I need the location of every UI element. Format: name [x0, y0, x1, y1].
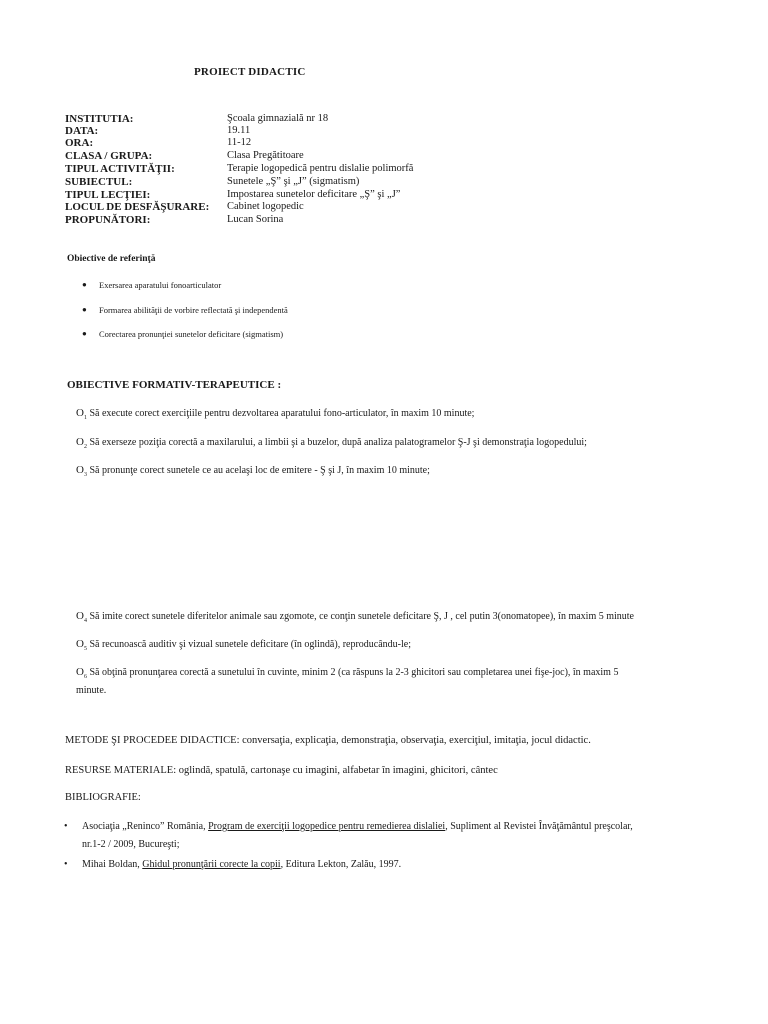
objective-o5 — [76, 637, 411, 656]
resources-paragraph: RESURSE MATERIALE: oglindă, spatulă, cartonaşe cu imagini, alfabetar în imagini, ghicitori, cântec — [65, 765, 498, 776]
objective-code: O — [76, 638, 84, 650]
objective-text: Să pronunţe corect sunetele ce au acelaşi loc de emitere - Ş şi J, în maxim 10 minute; — [86, 465, 430, 476]
bibliography-item — [82, 818, 633, 836]
info-value-ora: 11-12 — [227, 137, 252, 148]
objective-code: O — [76, 666, 84, 678]
objective-text: Să imite corect sunetele diferitelor animale sau zgomote, ce conţin sunetele deficitare Ş, J , cel putin 3(onomatopee), în maxim 5 minute — [86, 611, 634, 622]
ref-objective-item: Exersarea aparatului fonoarticulator — [99, 280, 222, 290]
info-label-locul: LOCUL DE DESFĂŞURARE: — [65, 201, 210, 213]
info-value-locul: Cabinet logopedic — [227, 201, 304, 212]
objective-code: O — [76, 436, 84, 448]
bullet-icon: • — [64, 821, 68, 832]
bibliography-heading: BIBLIOGRAFIE: — [65, 792, 141, 803]
info-value-data: 19.11 — [227, 125, 251, 136]
info-label-data: DATA: — [65, 125, 99, 137]
objective-index: 4 — [83, 618, 87, 624]
bibliography-author: Asociaţia „Reninco” România, — [82, 821, 209, 832]
objective-index: 3 — [83, 472, 87, 478]
bibliography-details: , Supliment al Revistei Învăţământul preşcolar, — [445, 821, 633, 832]
bibliography-item-continuation: nr.1-2 / 2009, Bucureşti; — [82, 839, 180, 850]
bibliography-title-link[interactable]: Program de exerciţii logopedice pentru remedierea dislaliei — [208, 821, 446, 832]
objective-o6-continuation: minute. — [76, 685, 107, 696]
objective-index: 6 — [83, 674, 87, 680]
info-label-tipul-activitatii: TIPUL ACTIVITĂŢII: — [65, 163, 175, 175]
objective-text: Să exerseze poziţia corectă a maxilarului, a limbii şi a buzelor, după analiza palatogramelor Ş-J şi demonstraţia logopedului; — [86, 437, 587, 448]
objective-o2 — [76, 435, 587, 454]
objective-code: O — [76, 407, 84, 419]
objective-index: 1 — [83, 415, 87, 421]
objective-code: O — [76, 610, 84, 622]
info-label-propunatori: PROPUNĂTORI: — [65, 214, 151, 226]
objective-text: Să recunoască auditiv şi vizual sunetele deficitare (în oglindă), reproducându-le; — [86, 639, 411, 650]
bibliography-item — [82, 856, 401, 874]
bibliography-title-link[interactable]: Ghidul pronunţării corecte la copii — [142, 859, 281, 870]
objective-o3 — [76, 463, 430, 482]
objective-text: Să obţină pronunţarea corectă a sunetului în cuvinte, minim 2 (ca răspuns la 2-3 ghicitori sau completarea unei fişe-joc), în maxim 5 — [86, 667, 619, 678]
methods-paragraph: METODE ŞI PROCEDEE DIDACTICE: conversaţia, explicaţia, demonstraţia, observaţia, exerciţiul, imitaţia, jocul didactic. — [65, 735, 591, 746]
info-label-clasa: CLASA / GRUPA: — [65, 150, 153, 162]
info-label-tipul-lectiei: TIPUL LECŢIEI: — [65, 189, 151, 201]
bullet-icon: ● — [82, 280, 87, 289]
bibliography-details: , Editura Lekton, Zalău, 1997. — [280, 859, 402, 870]
info-label-institutia: INSTITUTIA: — [65, 113, 134, 125]
document-title: PROIECT DIDACTIC — [194, 66, 306, 78]
info-value-tipul-lectiei: Impostarea sunetelor deficitare „Ş” şi „J” — [227, 189, 401, 200]
info-value-tipul-activitatii: Terapie logopedică pentru dislalie polimorfă — [227, 163, 414, 174]
bibliography-author: Mihai Boldan, — [82, 859, 143, 870]
info-label-ora: ORA: — [65, 137, 94, 149]
objective-text: Să execute corect exerciţiile pentru dezvoltarea aparatului fono-articulator, în maxim 10 minute; — [86, 408, 475, 419]
formative-objectives-heading: OBIECTIVE FORMATIV-TERAPEUTICE : — [67, 379, 282, 391]
objective-o1 — [76, 406, 474, 425]
bullet-icon: ● — [82, 305, 87, 314]
ref-objectives-heading: Obiective de referinţă — [67, 254, 156, 264]
info-value-institutia: Şcoala gimnazială nr 18 — [227, 113, 329, 124]
bullet-icon: • — [64, 859, 68, 870]
objective-index: 2 — [83, 444, 87, 450]
objective-o4 — [76, 609, 634, 628]
ref-objective-item: Corectarea pronunţiei sunetelor deficitare (sigmatism) — [99, 329, 284, 339]
info-value-clasa: Clasa Pregătitoare — [227, 150, 304, 161]
ref-objective-item: Formarea abilităţii de vorbire reflectată şi independentă — [99, 305, 288, 315]
info-label-subiectul: SUBIECTUL: — [65, 176, 133, 188]
objective-code: O — [76, 464, 84, 476]
info-value-subiectul: Sunetele „Ş” şi „J” (sigmatism) — [227, 176, 360, 187]
bullet-icon: ● — [82, 329, 87, 338]
objective-index: 5 — [83, 646, 87, 652]
info-value-propunatori: Lucan Sorina — [227, 214, 284, 225]
objective-o6 — [76, 665, 618, 684]
